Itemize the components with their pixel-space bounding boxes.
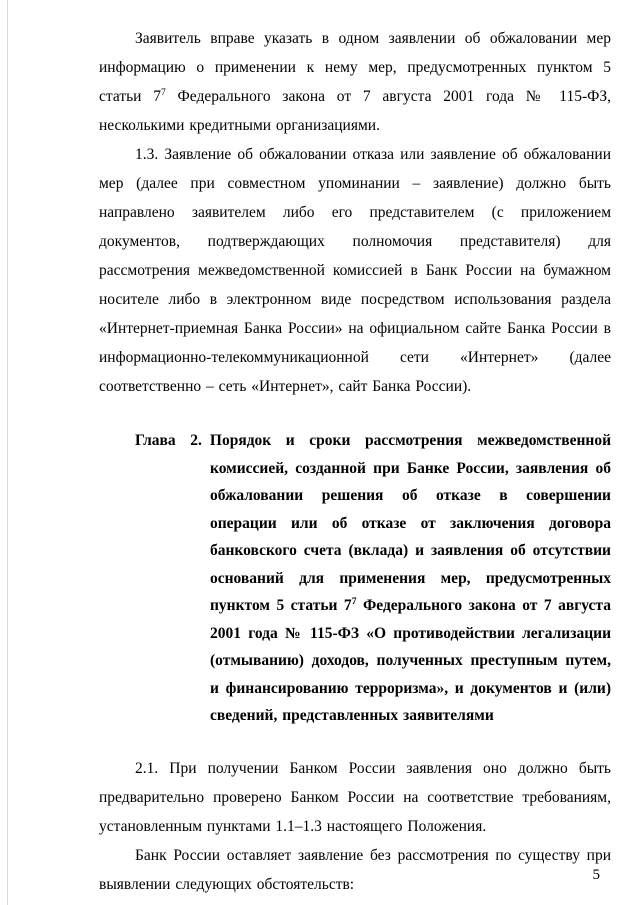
paragraph-appeal-multiple-orgs <box>99 24 611 140</box>
superscript-7: 7 <box>351 595 357 607</box>
chapter-2-heading <box>135 427 611 730</box>
chapter-label: Глава 2. <box>135 432 202 449</box>
scan-edge-line <box>7 0 8 905</box>
paragraph-bank-rossii: Банк России оставляет заявление без рассмотрения по существу при выявлении следующих обстоятельств: <box>99 846 611 893</box>
superscript-7: 7 <box>160 86 166 98</box>
chapter-title-text: Федерального закона от 7 августа 2001 года № 115-ФЗ «О противодействии легализации (отмыванию) доходов, полученных преступным путем, и финансированию терроризма», и документов и (или) сведений, представленных заявителями <box>210 597 611 724</box>
paragraph-2-1: 2.1. При получении Банком России заявления оно должно быть предварительно проверено Банком России на соответствие требованиям, установленным пунктами 1.1–1.3 настоящего Положения. <box>99 759 611 835</box>
paragraph-1-3: 1.3. Заявление об обжаловании отказа или заявление об обжаловании мер (далее при совместном упоминании – заявление) должно быть направлено заявителем либо его представителем (с приложением документов, подтверждающих полномочия представителя) для рассмотрения межведомственной комиссией в Банк России на бумажном носителе либо в электронном виде посредством использования раздела «Интернет-приемная Банка России» на официальном сайте Банка России в информационно-телекоммуникационной сети «Интернет» (далее соответственно – сеть «Интернет», сайт Банка России). <box>99 146 611 395</box>
chapter-title-text: Порядок и сроки рассмотрения межведомственной комиссией, созданной при Банке России, заявления об обжаловании решения об отказе в совершении операции или об отказе от заключения договора банковского счета (вклада) и заявления об отсутствии оснований для применения мер, предусмотренных пунктом 5 статьи 7 <box>209 432 611 614</box>
paragraph-text: Федерального закона от 7 августа 2001 года № 115-ФЗ, несколькими кредитными организациями. <box>99 88 611 134</box>
paragraph-text: Заявитель вправе указать в одном заявлении об обжаловании мер информацию о применении к нему мер, предусмотренных пунктом 5 статьи 7 <box>99 30 611 105</box>
page-number: 5 <box>592 867 600 883</box>
